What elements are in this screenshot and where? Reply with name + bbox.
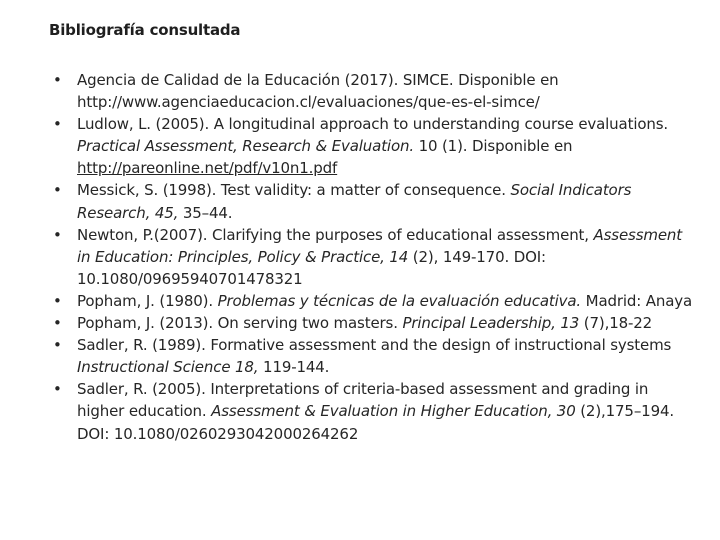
reference-item — [53, 312, 693, 334]
reference-item — [53, 378, 693, 444]
reference-item — [53, 224, 693, 290]
reference-text: 35–44. — [178, 203, 233, 222]
bullet-icon: • — [53, 380, 62, 399]
reference-source: Instructional Science 18, — [77, 358, 259, 377]
reference-text: 119-144. — [258, 358, 330, 377]
reference-link[interactable]: http://pareonline.net/pdf/v10n1.pdf — [77, 159, 338, 178]
reference-text: Newton, P.(2007). Clarifying the purposes of educational assessment, — [77, 225, 594, 244]
reference-text: (2),175–194. DOI: 10.1080/0260293042000264262 — [77, 402, 674, 443]
reference-text: (2), 149-170. DOI: 10.1080/09695940701478321 — [77, 247, 546, 288]
bullet-icon: • — [53, 115, 62, 134]
reference-text: (7),18-22 — [579, 314, 653, 333]
bullet-icon: • — [53, 291, 62, 310]
reference-text: Sadler, R. (1989). Formative assessment and the design of instructional systems — [77, 336, 672, 355]
reference-text: Messick, S. (1998). Test validity: a matter of consequence. — [77, 181, 511, 200]
bullet-icon: • — [53, 225, 62, 244]
reference-text: 10 (1). Disponible en — [413, 137, 573, 156]
reference-source: Problemas y técnicas de la evaluación educativa. — [217, 291, 582, 310]
reference-text: Agencia de Calidad de la Educación (2017). SIMCE. Disponible en http://www.agenciaeducacion.cl/evaluaciones/que-es-el-simce/ — [77, 71, 559, 112]
reference-source: Assessment & Evaluation in Higher Education, 30 — [211, 402, 576, 421]
reference-source: Social Indicators Research, 45, — [77, 181, 632, 222]
bullet-icon: • — [53, 71, 62, 89]
bullet-icon: • — [53, 336, 62, 355]
reference-source: Principal Leadership, 13 — [402, 314, 580, 333]
reference-item — [53, 113, 693, 179]
reference-text: Popham, J. (1980). — [77, 291, 218, 310]
reference-item — [53, 179, 693, 223]
reference-text: Sadler, R. (2005). Interpretations of criteria-based assessment and grading in higher education. — [77, 380, 649, 421]
reference-text: Madrid: Anaya — [581, 291, 693, 310]
reference-text: Ludlow, L. (2005). A longitudinal approach to understanding course evaluations. — [77, 115, 668, 134]
bullet-icon: • — [53, 181, 62, 200]
bullet-icon: • — [53, 314, 62, 333]
reference-item — [53, 290, 693, 312]
reference-source: Assessment in Education: Principles, Policy & Practice, 14 — [77, 225, 683, 266]
reference-text: Popham, J. (2013). On serving two masters. — [77, 314, 403, 333]
reference-item — [53, 334, 693, 378]
reference-source: Practical Assessment, Research & Evaluation. — [77, 137, 414, 156]
page-title: Bibliografía consultada — [49, 21, 241, 39]
reference-list — [53, 69, 693, 445]
reference-item — [53, 69, 693, 113]
